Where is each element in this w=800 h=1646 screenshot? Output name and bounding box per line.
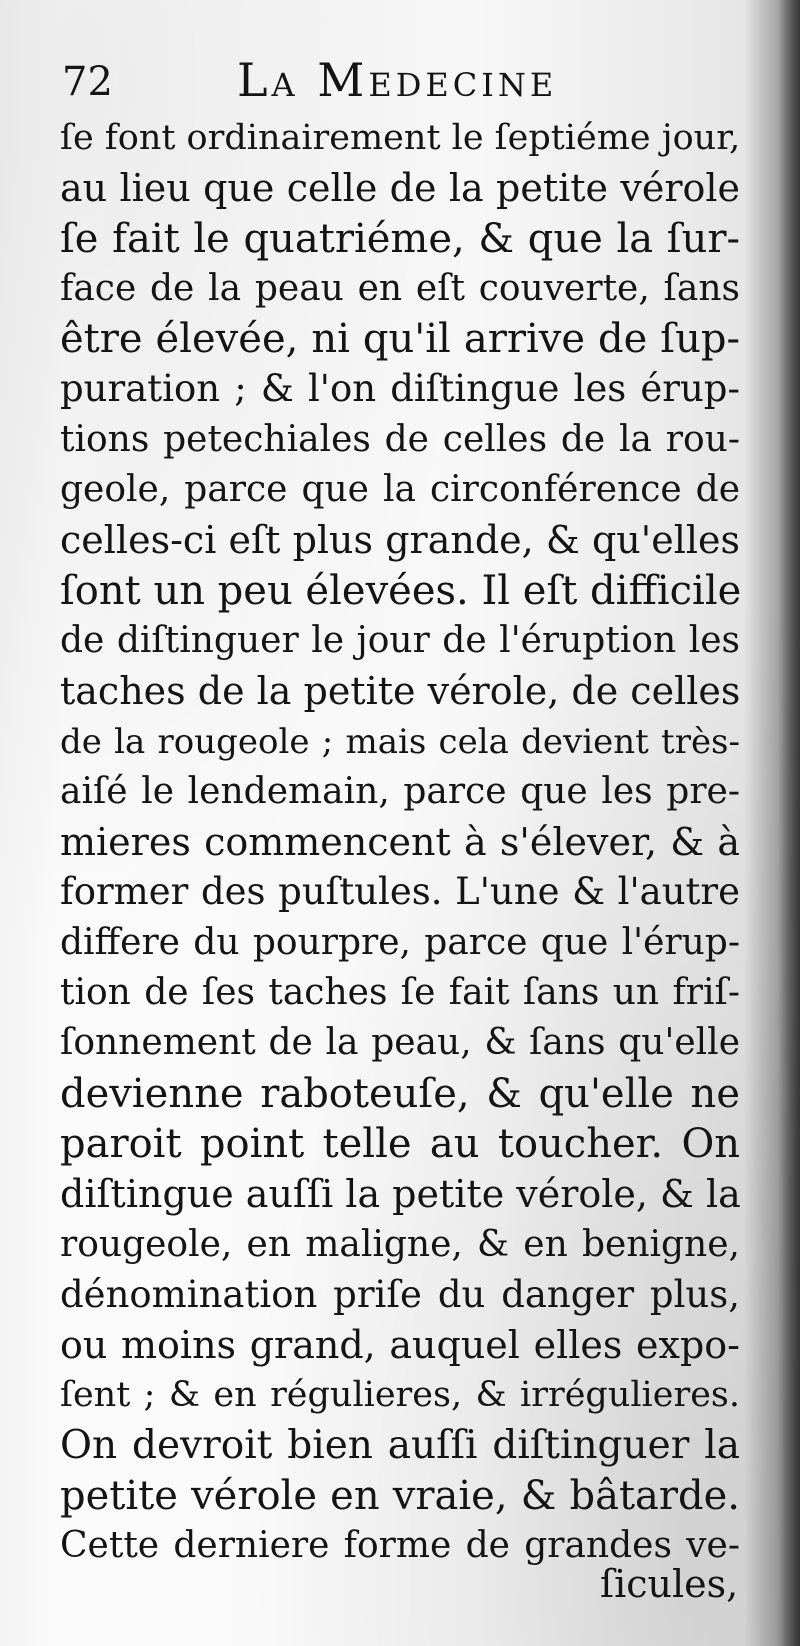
text-line: mieres commencent à s'élever, & à <box>60 820 740 865</box>
text-line: devienne raboteuſe, & qu'elle ne <box>60 1070 740 1117</box>
text-line: On devroit bien auſſi diſtinguer la <box>60 1422 740 1468</box>
text-line: au lieu que celle de la petite vérole <box>60 166 740 211</box>
text-line: aiſé le lendemain, parce que les pre- <box>60 770 740 812</box>
text-line: ſe fait le quatriéme, & que la ſur- <box>60 215 740 262</box>
text-line: rougeole, en maligne, & en benigne, <box>60 1223 740 1265</box>
text-line: face de la peau en eſt couverte, ſans <box>60 267 740 309</box>
text-line: de la rougeole ; mais cela devient très- <box>60 721 740 762</box>
text-line: dénomination priſe du danger plus, <box>60 1272 740 1316</box>
text-line: paroit point telle au toucher. On <box>60 1120 740 1167</box>
catchword: ſicules, <box>600 1562 739 1606</box>
text-line: tions petechiales de celles de la rou- <box>60 418 740 460</box>
text-line: Cette derniere forme de grandes ve- <box>60 1525 740 1567</box>
text-line: être élevée, ni qu'il arrive de ſup- <box>60 316 740 363</box>
text-line: de diſtinguer le jour de l'éruption les <box>60 619 740 661</box>
running-title: La Medecine <box>237 53 558 107</box>
body-text <box>60 113 740 1572</box>
running-head <box>62 52 742 112</box>
text-line: diſtingue auſſi la petite vérole, & la <box>60 1172 741 1217</box>
text-line: puration ; & l'on diſtingue les érup- <box>60 367 740 411</box>
page-gutter-shadow <box>778 0 800 1646</box>
text-line: ſonnement de la peau, & ſans qu'elle <box>60 1022 740 1064</box>
text-line: tion de ſes taches ſe fait ſans un friſ- <box>60 972 740 1014</box>
text-line: ſont un peu élevées. Il eſt difficile <box>60 567 742 614</box>
text-line: ou moins grand, auquel elles expo- <box>60 1323 740 1368</box>
text-line: ſe font ordinairement le ſeptiéme jour, <box>60 118 741 158</box>
text-line: former des puſtules. L'une & l'autre <box>60 870 740 914</box>
page-number: 72 <box>62 59 113 105</box>
text-line: celles-ci eſt plus grande, & qu'elles <box>60 518 740 563</box>
text-line: petite vérole en vraie, & bâtarde. <box>60 1473 740 1520</box>
text-line: ſent ; & en régulieres, & irrégulieres. <box>60 1375 740 1416</box>
text-line: taches de la petite vérole, de celles <box>60 669 741 714</box>
text-line: differe du pourpre, parce que l'érup- <box>60 921 740 963</box>
text-line: geole, parce que la circonférence de <box>60 469 740 511</box>
